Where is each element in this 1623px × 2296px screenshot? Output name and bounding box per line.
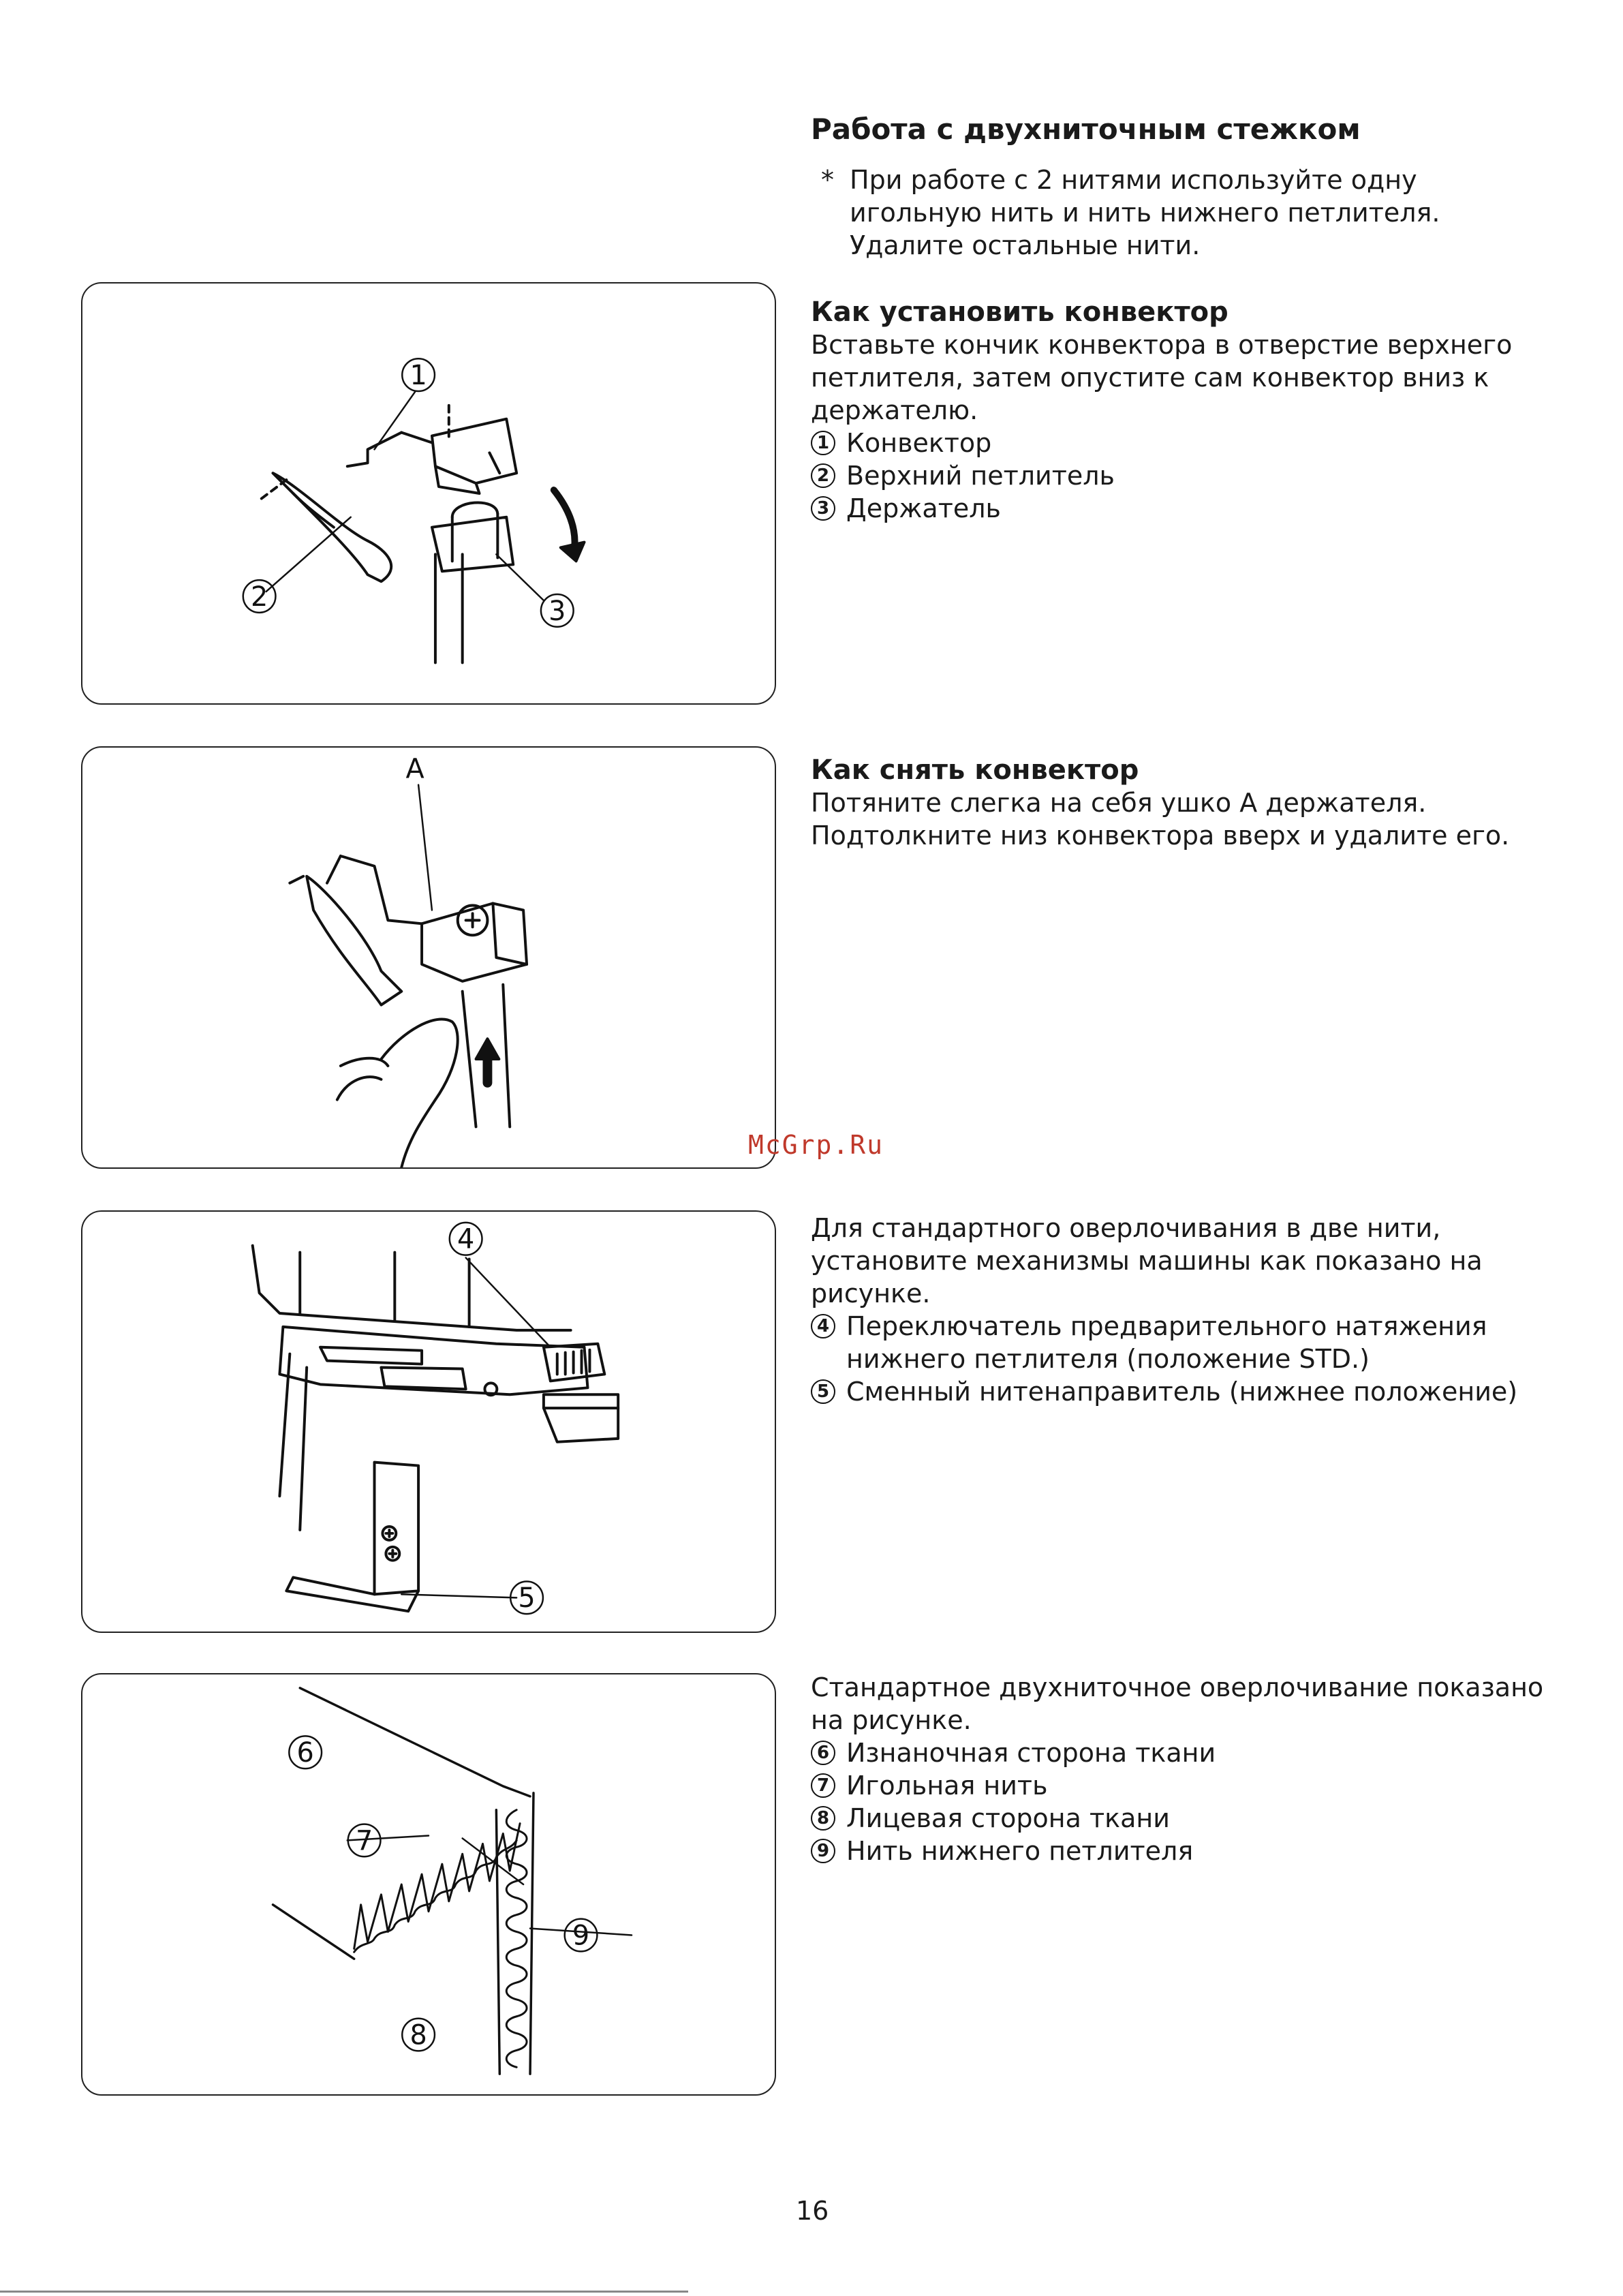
fig2-label-a: A bbox=[405, 753, 424, 785]
result-item-7 bbox=[811, 1769, 1574, 1802]
stitch-illustration bbox=[82, 1674, 775, 2094]
fig1-label-3: 3 bbox=[548, 595, 566, 627]
item-label: Верхний петлитель bbox=[846, 461, 1115, 491]
item-label: Сменный нитенаправитель (нижнее положение) bbox=[846, 1377, 1518, 1407]
standard-item-5 bbox=[811, 1375, 1574, 1408]
figure-remove-convertor bbox=[81, 746, 776, 1169]
item-number: 6 bbox=[811, 1741, 835, 1765]
fig1-label-1: 1 bbox=[409, 360, 427, 392]
figure-install-convertor bbox=[81, 282, 776, 705]
result-section bbox=[811, 1671, 1574, 1867]
install-item-2 bbox=[811, 459, 1574, 492]
item-label: Изнаночная сторона ткани bbox=[846, 1738, 1216, 1768]
result-item-8 bbox=[811, 1802, 1574, 1835]
fig4-label-9: 9 bbox=[572, 1920, 590, 1952]
install-item-3 bbox=[811, 492, 1574, 525]
fig3-label-5: 5 bbox=[518, 1582, 536, 1614]
fig4-label-8: 8 bbox=[409, 2019, 427, 2051]
item-label: Переключатель предварительного натяжения нижнего петлителя (положение STD.) bbox=[846, 1311, 1487, 1374]
install-section bbox=[811, 296, 1574, 525]
item-label: Нить нижнего петлителя bbox=[846, 1836, 1194, 1866]
result-item-6 bbox=[811, 1736, 1574, 1769]
result-body: Стандартное двухниточное оверлочивание показано на рисунке. bbox=[811, 1672, 1544, 1735]
fig3-label-4: 4 bbox=[457, 1223, 475, 1255]
install-illustration bbox=[82, 284, 775, 703]
page-number: 16 bbox=[796, 2196, 829, 2226]
standard-body: Для стандартного оверлочивания в две нити, установите механизмы машины как показано на рисунке. bbox=[811, 1213, 1483, 1308]
note bbox=[821, 164, 1557, 262]
fig4-label-6: 6 bbox=[296, 1737, 314, 1769]
item-number: 1 bbox=[811, 431, 835, 455]
figure-stitch-result bbox=[81, 1673, 776, 2096]
item-number: 5 bbox=[811, 1379, 835, 1404]
remove-section bbox=[811, 754, 1574, 852]
item-number: 9 bbox=[811, 1839, 835, 1863]
item-number: 8 bbox=[811, 1806, 835, 1831]
standard-section bbox=[811, 1212, 1574, 1408]
watermark: McGrp.Ru bbox=[748, 1130, 884, 1160]
install-body: Вставьте кончик конвектора в отверстие верхнего петлителя, затем опустите сам конвектор вниз к держателю. bbox=[811, 330, 1513, 425]
note-star: * bbox=[821, 165, 834, 195]
item-number: 3 bbox=[811, 496, 835, 521]
figure-machine-setup bbox=[81, 1210, 776, 1633]
setup-illustration bbox=[82, 1212, 775, 1632]
remove-heading: Как снять конвектор bbox=[811, 754, 1139, 786]
note-text: При работе с 2 нитями используйте одну игольную нить и нить нижнего петлителя. Удалите остальные нити. bbox=[850, 165, 1440, 260]
install-heading: Как установить конвектор bbox=[811, 296, 1228, 328]
item-label: Конвектор bbox=[846, 428, 992, 458]
item-number: 4 bbox=[811, 1314, 835, 1338]
fig4-label-7: 7 bbox=[355, 1825, 373, 1857]
bottom-rule bbox=[0, 2291, 688, 2293]
remove-illustration bbox=[82, 748, 775, 1167]
result-item-9 bbox=[811, 1835, 1574, 1867]
fig1-label-2: 2 bbox=[250, 581, 268, 613]
item-label: Игольная нить bbox=[846, 1771, 1048, 1801]
item-number: 2 bbox=[811, 463, 835, 488]
page-title: Работа с двухниточным стежком bbox=[811, 112, 1361, 146]
item-label: Держатель bbox=[846, 493, 1001, 523]
standard-item-4 bbox=[811, 1310, 1574, 1375]
install-item-1 bbox=[811, 427, 1574, 459]
item-number: 7 bbox=[811, 1773, 835, 1798]
item-label: Лицевая сторона ткани bbox=[846, 1803, 1170, 1833]
remove-body: Потяните слегка на себя ушко А держателя. Подтолкните низ конвектора вверх и удалите его. bbox=[811, 788, 1510, 851]
